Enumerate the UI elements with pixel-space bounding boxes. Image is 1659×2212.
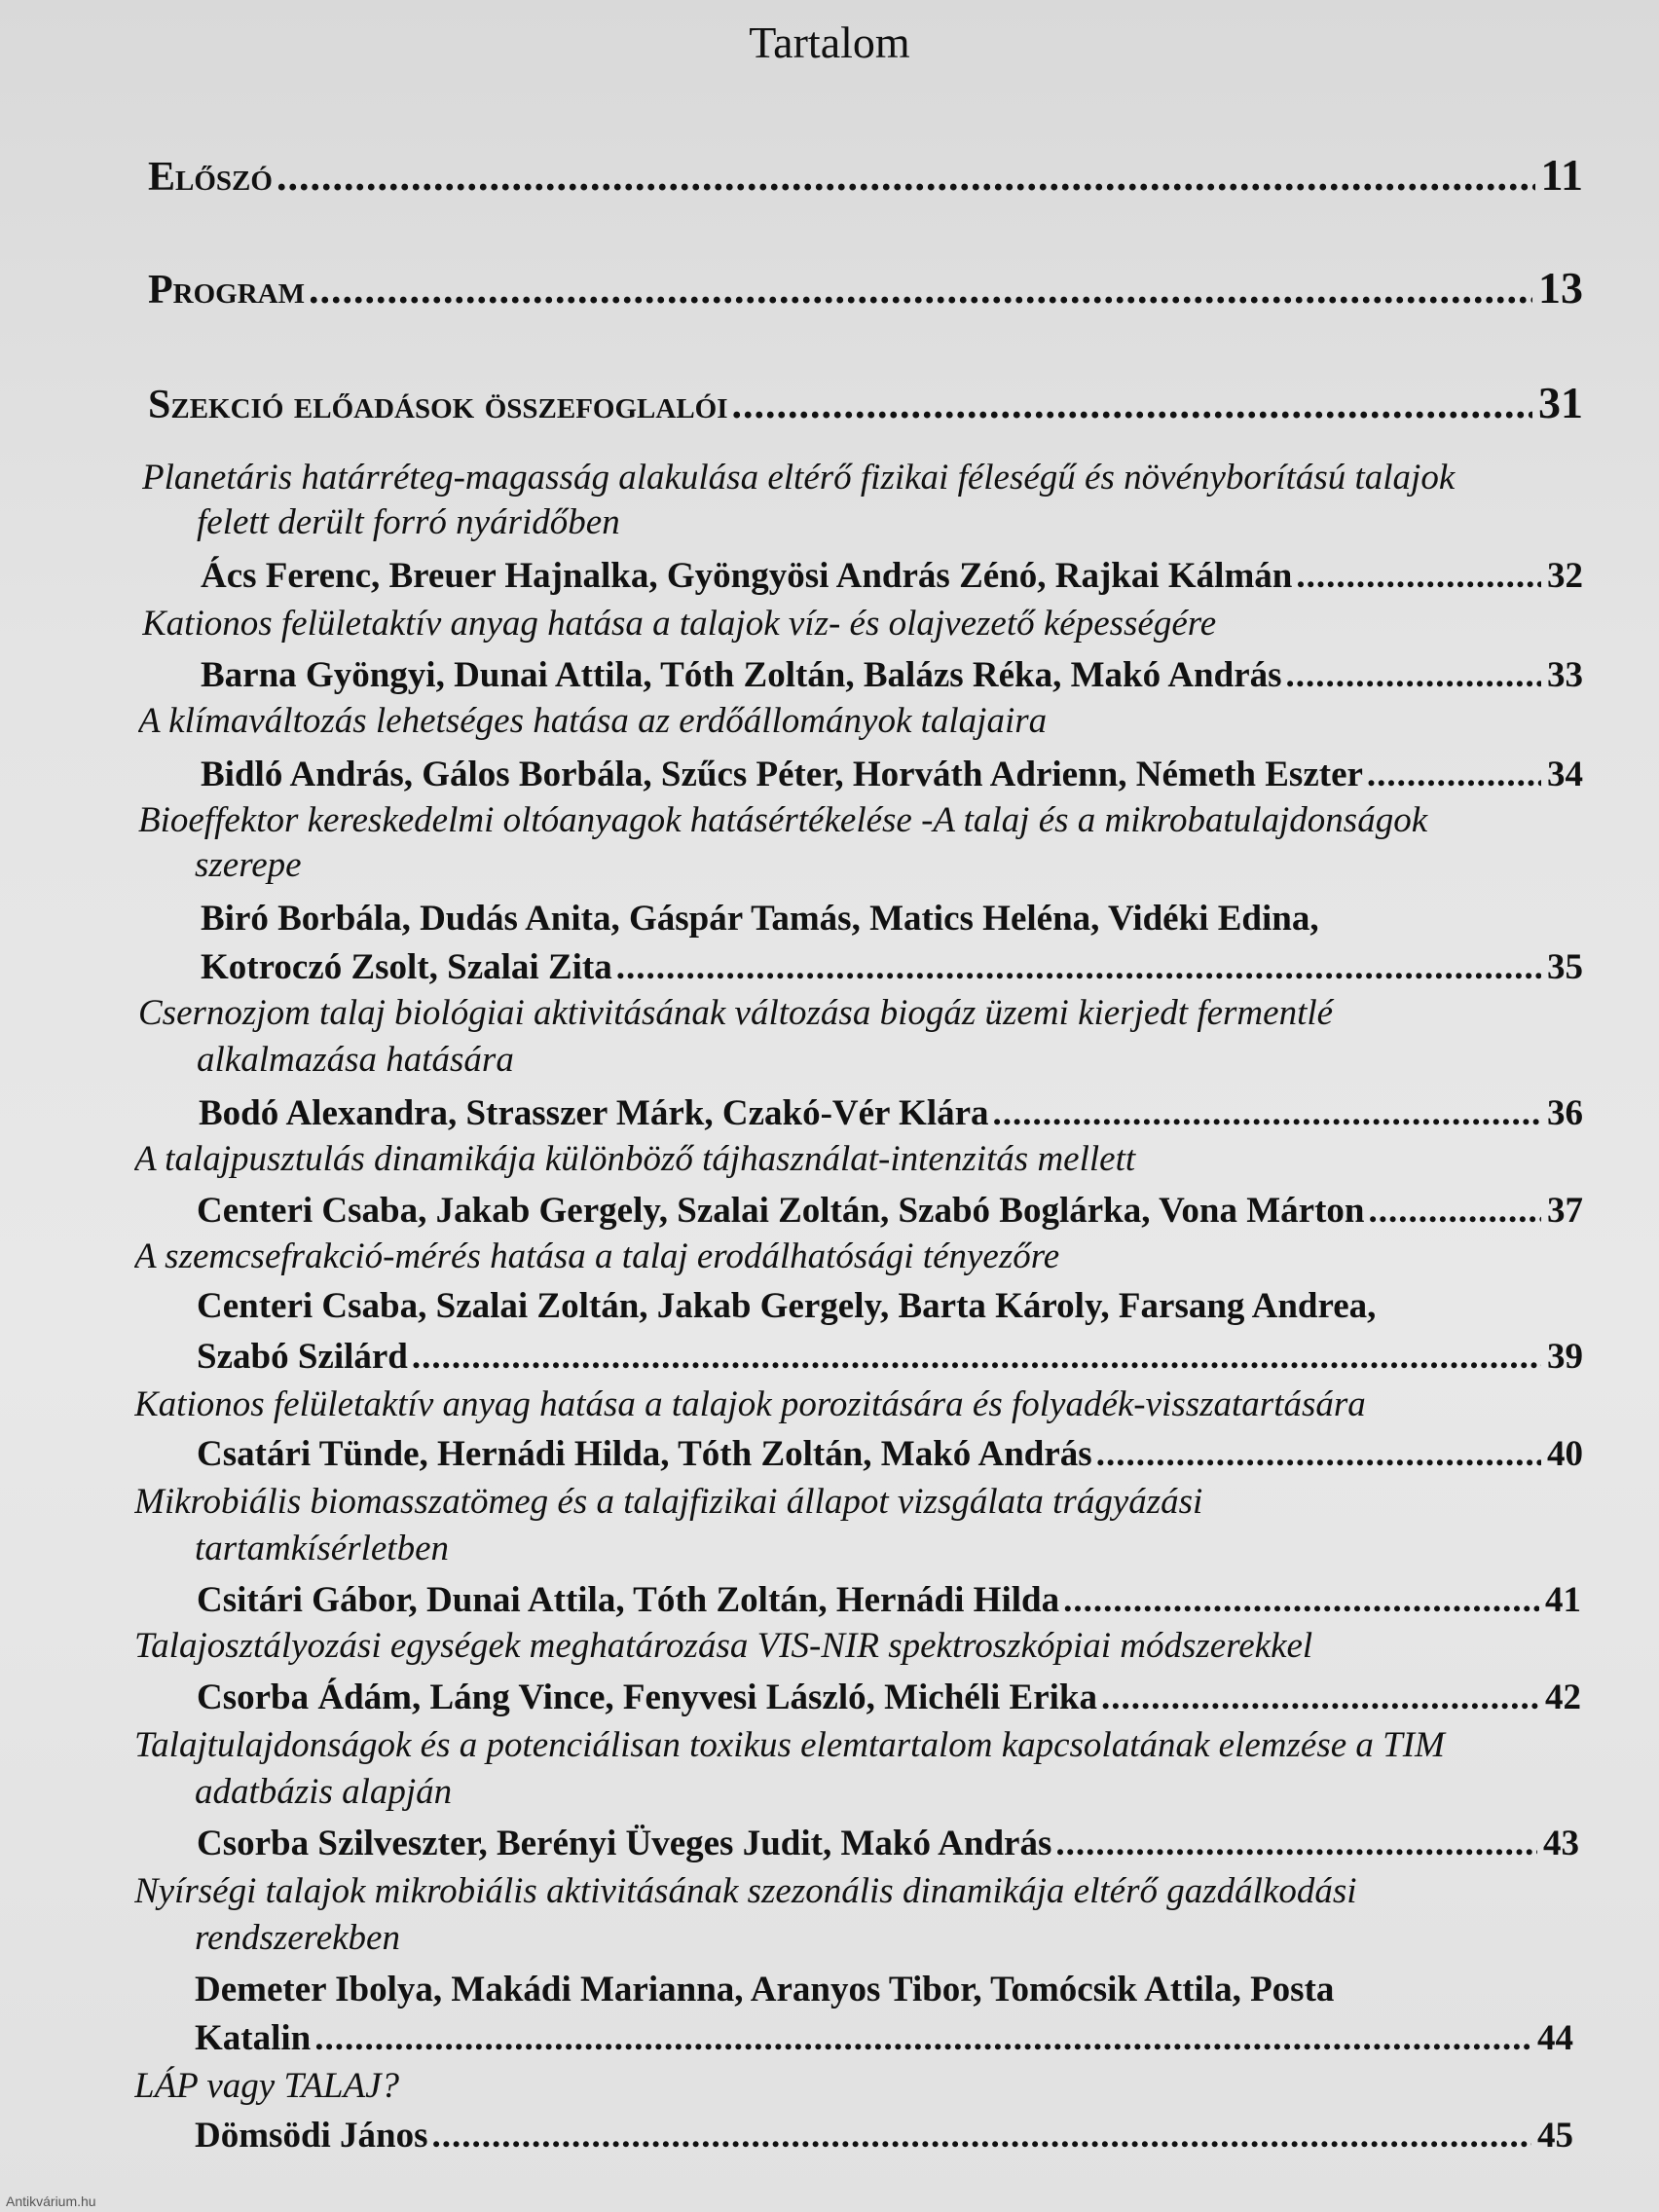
- author-list: Szabó Szilárd: [197, 1337, 408, 1377]
- entry-page-number: 40: [1547, 1434, 1583, 1474]
- author-list: Csatári Tünde, Hernádi Hilda, Tóth Zoltán, Makó András: [197, 1434, 1092, 1474]
- author-list: Bodó Alexandra, Strasszer Márk, Czakó-Vér Klára: [199, 1093, 989, 1133]
- entry-authors: [199, 1090, 1583, 1137]
- section-page-number: 11: [1540, 150, 1583, 200]
- dot-leader: [1296, 553, 1541, 600]
- dot-leader: [993, 1090, 1541, 1137]
- dot-leader: [732, 376, 1533, 432]
- entry-page-number: 36: [1547, 1093, 1583, 1133]
- entry-authors: [197, 1675, 1581, 1721]
- entry-authors: [195, 2113, 1573, 2159]
- dot-leader: [276, 148, 1535, 204]
- author-list: Csitári Gábor, Dunai Attila, Tóth Zoltán, Hernádi Hilda: [197, 1580, 1060, 1620]
- entry-authors: [197, 1431, 1583, 1478]
- entry-authors: [197, 1577, 1581, 1624]
- entry-authors: [201, 752, 1583, 798]
- dot-leader: [1101, 1675, 1539, 1721]
- entry-title: Mikrobiális biomasszatömeg és a talajfizikai állapot vizsgálata trágyázási: [134, 1482, 1203, 1522]
- author-list: Csorba Szilveszter, Berényi Üveges Judit, Makó András: [197, 1824, 1052, 1863]
- entry-authors: Demeter Ibolya, Makádi Marianna, Aranyos Tibor, Tomócsik Attila, Posta: [195, 1970, 1335, 2009]
- entry-authors-cont: [201, 944, 1583, 991]
- entry-title: Csernozjom talaj biológiai aktivitásának változása biogáz üzemi kierjedt fermentlé: [138, 993, 1334, 1033]
- entry-authors: Centeri Csaba, Szalai Zoltán, Jakab Gergely, Barta Károly, Farsang Andrea,: [197, 1286, 1377, 1326]
- dot-leader: [412, 1334, 1541, 1381]
- entry-title-cont: felett derült forró nyáridőben: [197, 502, 620, 542]
- entry-title: Talajtulajdonságok és a potenciálisan toxikus elemtartalom kapcsolatának elemzése a TIM: [134, 1725, 1445, 1765]
- entry-title-cont: alkalmazása hatására: [197, 1040, 514, 1080]
- section-title: Előszó: [148, 155, 273, 200]
- entry-authors-cont: [197, 1334, 1583, 1381]
- entry-title: LÁP vagy TALAJ?: [134, 2066, 399, 2106]
- entry-authors: [197, 1188, 1583, 1235]
- entry-title: Bioeffektor kereskedelmi oltóanyagok hatásértékelése -A talaj és a mikrobatulajdonságok: [138, 800, 1428, 840]
- author-list: Katalin: [195, 2018, 312, 2058]
- dot-leader: [1367, 752, 1541, 798]
- entry-title-cont: adatbázis alapján: [195, 1772, 453, 1812]
- entry-page-number: 39: [1547, 1337, 1583, 1377]
- toc-section-szekcio: [148, 374, 1583, 432]
- entry-authors: Biró Borbála, Dudás Anita, Gáspár Tamás, Matics Heléna, Vidéki Edina,: [201, 899, 1319, 939]
- author-list: Dömsödi János: [195, 2116, 428, 2156]
- entry-authors: [197, 1821, 1579, 1867]
- entry-title: A talajpusztulás dinamikája különböző tájhasználat-intenzitás mellett: [134, 1139, 1136, 1179]
- section-title: Program: [148, 268, 305, 313]
- dot-leader: [432, 2113, 1531, 2159]
- entry-title: Kationos felületaktív anyag hatása a talajok víz- és olajvezető képességére: [142, 604, 1217, 644]
- section-page-number: 13: [1538, 263, 1583, 313]
- entry-page-number: 32: [1547, 556, 1583, 596]
- dot-leader: [314, 2015, 1531, 2062]
- entry-page-number: 33: [1547, 655, 1583, 695]
- entry-title: A szemcsefrakció-mérés hatása a talaj erodálhatósági tényezőre: [134, 1236, 1060, 1276]
- dot-leader: [309, 261, 1532, 317]
- entry-page-number: 42: [1545, 1677, 1581, 1717]
- author-list: Csorba Ádám, Láng Vince, Fenyvesi László, Michéli Erika: [197, 1677, 1097, 1717]
- entry-page-number: 35: [1547, 947, 1583, 987]
- author-list: Centeri Csaba, Jakab Gergely, Szalai Zoltán, Szabó Boglárka, Vona Márton: [197, 1191, 1365, 1231]
- dot-leader: [1368, 1188, 1541, 1235]
- entry-page-number: 37: [1547, 1191, 1583, 1231]
- dot-leader: [1286, 652, 1541, 699]
- dot-leader: [1055, 1821, 1537, 1867]
- entry-page-number: 45: [1537, 2116, 1573, 2156]
- entry-authors: [201, 652, 1583, 699]
- entry-page-number: 44: [1537, 2018, 1573, 2058]
- entry-title: Nyírségi talajok mikrobiális aktivitásának szezonális dinamikája eltérő gazdálkodási: [134, 1871, 1357, 1911]
- dot-leader: [1063, 1577, 1539, 1624]
- author-list: Ács Ferenc, Breuer Hajnalka, Gyöngyösi András Zénó, Rajkai Kálmán: [201, 556, 1293, 596]
- entry-title: Talajosztályozási egységek meghatározása VIS-NIR spektroszkópiai módszerekkel: [134, 1626, 1313, 1666]
- entry-title-cont: rendszerekben: [195, 1918, 400, 1958]
- section-title: Szekció előadások összefoglalói: [148, 383, 728, 427]
- watermark: Antikvárium.hu: [6, 2194, 96, 2209]
- author-list: Bidló András, Gálos Borbála, Szűcs Péter, Horváth Adrienn, Németh Eszter: [201, 755, 1363, 794]
- entry-authors: [201, 553, 1583, 600]
- dot-leader: [1096, 1431, 1541, 1478]
- author-list: Kotroczó Zsolt, Szalai Zita: [201, 947, 612, 987]
- entry-title-cont: tartamkísérletben: [195, 1529, 450, 1568]
- toc-section-eloszo: [148, 146, 1583, 204]
- author-list: Barna Gyöngyi, Dunai Attila, Tóth Zoltán, Balázs Réka, Makó András: [201, 655, 1282, 695]
- toc-section-program: [148, 259, 1583, 317]
- page-title: Tartalom: [749, 18, 910, 67]
- dot-leader: [616, 944, 1541, 991]
- entry-authors-cont: [195, 2015, 1573, 2062]
- entry-title: Kationos felületaktív anyag hatása a talajok porozitására és folyadék-visszatartására: [134, 1384, 1366, 1424]
- entry-page-number: 43: [1543, 1824, 1579, 1863]
- entry-title-cont: szerepe: [195, 845, 302, 885]
- entry-page-number: 41: [1545, 1580, 1581, 1620]
- entry-title: A klímaváltozás lehetséges hatása az erdőállományok talajaira: [138, 701, 1048, 741]
- section-page-number: 31: [1538, 378, 1583, 427]
- entry-page-number: 34: [1547, 755, 1583, 794]
- entry-title: Planetáris határréteg-magasság alakulása eltérő fizikai féleségű és növényborítású talajok: [142, 458, 1456, 498]
